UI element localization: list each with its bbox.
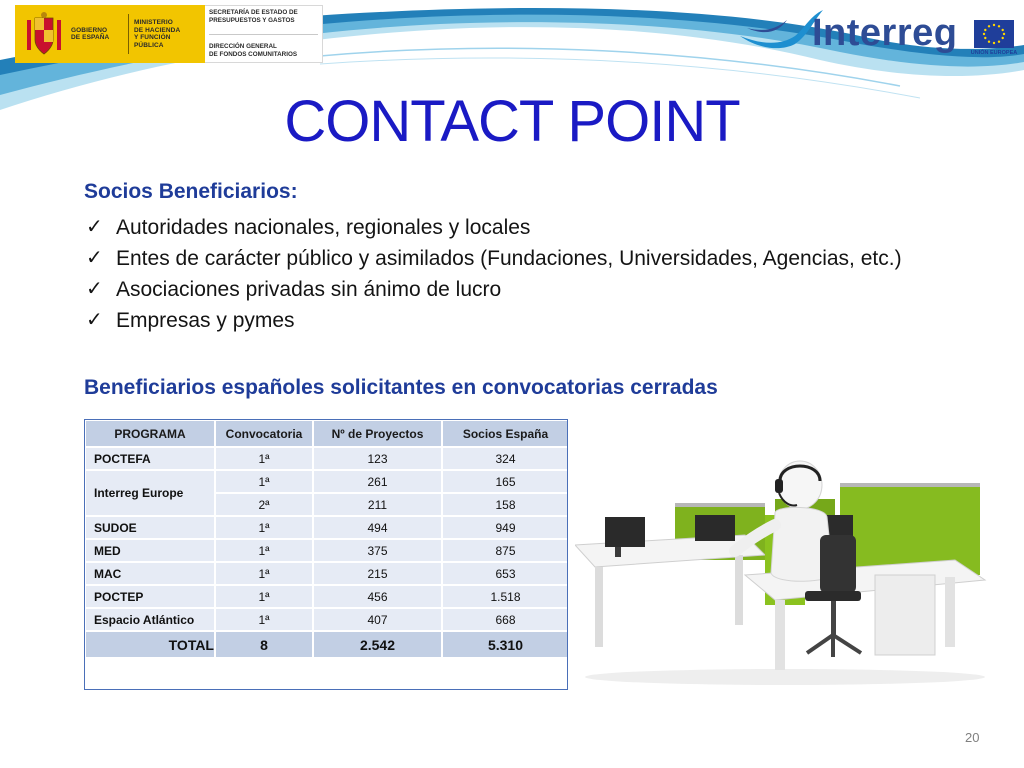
header-programa: PROGRAMA [85,420,215,447]
cell-proyectos: 456 [313,585,442,608]
cell-total-convocatoria: 8 [215,631,313,658]
table-row [85,585,569,608]
beneficiarios-table [84,419,570,659]
header-convocatoria: Convocatoria [215,420,313,447]
cell-proyectos: 407 [313,608,442,631]
list-item-text: Entes de carácter público y asimilados (Fundaciones, Universidades, Agencias, etc.) [116,247,902,270]
checkmark-icon: ✓ [86,309,103,331]
eu-flag-icon [974,20,1014,48]
header-proyectos: Nº de Proyectos [313,420,442,447]
gov-separator [128,14,129,54]
checkmark-icon: ✓ [86,247,103,269]
cell-socios: 949 [442,516,569,539]
cell-programa: SUDOE [85,516,215,539]
cell-convocatoria: 1ª [215,585,313,608]
cell-socios: 324 [442,447,569,470]
cell-convocatoria: 1ª [215,539,313,562]
list-item-text: Empresas y pymes [116,309,295,332]
gov-right-panel [205,5,323,63]
cell-total-proyectos: 2.542 [313,631,442,658]
table-total-row [85,631,569,658]
table-row [85,539,569,562]
cell-convocatoria: 1ª [215,562,313,585]
cell-convocatoria: 2ª [215,493,313,516]
cell-proyectos: 261 [313,470,442,493]
table-row [85,562,569,585]
table-row [85,470,569,493]
cell-proyectos: 211 [313,493,442,516]
secretaria-label: SECRETARÍA DE ESTADO DE PRESUPUESTOS Y GASTOS [209,9,298,24]
cell-convocatoria: 1ª [215,447,313,470]
cell-proyectos: 494 [313,516,442,539]
cell-socios: 158 [442,493,569,516]
cell-total-label: TOTAL [85,631,215,658]
socios-heading: Socios Beneficiarios: [84,180,298,203]
cell-proyectos: 123 [313,447,442,470]
gobierno-de-espana-logo [15,5,323,63]
cell-programa: POCTEFA [85,447,215,470]
gov-right-divider [209,34,318,35]
cell-socios: 1.518 [442,585,569,608]
cell-proyectos: 375 [313,539,442,562]
cell-convocatoria: 1ª [215,608,313,631]
ministerio-label: MINISTERIO DE HACIENDA Y FUNCIÓN PÚBLICA [134,19,181,49]
cell-proyectos: 215 [313,562,442,585]
list-item-text: Asociaciones privadas sin ánimo de lucro [116,278,502,301]
socios-list [84,212,902,336]
header-socios: Socios España [442,420,569,447]
cell-total-socios: 5.310 [442,631,569,658]
cell-socios: 668 [442,608,569,631]
cell-programa: MAC [85,562,215,585]
table-row [85,447,569,470]
list-item [84,305,902,336]
cell-convocatoria: 1ª [215,516,313,539]
page-number: 20 [965,730,980,745]
cell-programa: Espacio Atlántico [85,608,215,631]
checkmark-icon: ✓ [86,278,103,300]
gov-yellow-block [15,5,205,63]
table-heading: Beneficiarios españoles solicitantes en convocatorias cerradas [84,376,718,399]
eu-label: UNIÓN EUROPEA [970,50,1018,56]
list-item [84,274,902,305]
cell-socios: 653 [442,562,569,585]
checkmark-icon: ✓ [86,216,103,238]
table-header-row [85,420,569,447]
cell-programa: POCTEP [85,585,215,608]
list-item [84,212,902,243]
direccion-label: DIRECCIÓN GENERAL DE FONDOS COMUNITARIOS [209,43,298,58]
gobierno-label: GOBIERNO DE ESPAÑA [71,26,110,41]
cell-socios: 165 [442,470,569,493]
cell-programa: Interreg Europe [85,470,215,516]
cell-convocatoria: 1ª [215,470,313,493]
list-item-text: Autoridades nacionales, regionales y locales [116,216,531,239]
interreg-wordmark: Interreg [812,12,958,54]
list-item [84,243,902,274]
table-row [85,516,569,539]
page-title: CONTACT POINT [284,89,740,154]
cell-programa: MED [85,539,215,562]
coat-of-arms-icon [23,10,65,58]
table-row [85,608,569,631]
office-illustration-image [575,455,995,685]
cell-socios: 875 [442,539,569,562]
